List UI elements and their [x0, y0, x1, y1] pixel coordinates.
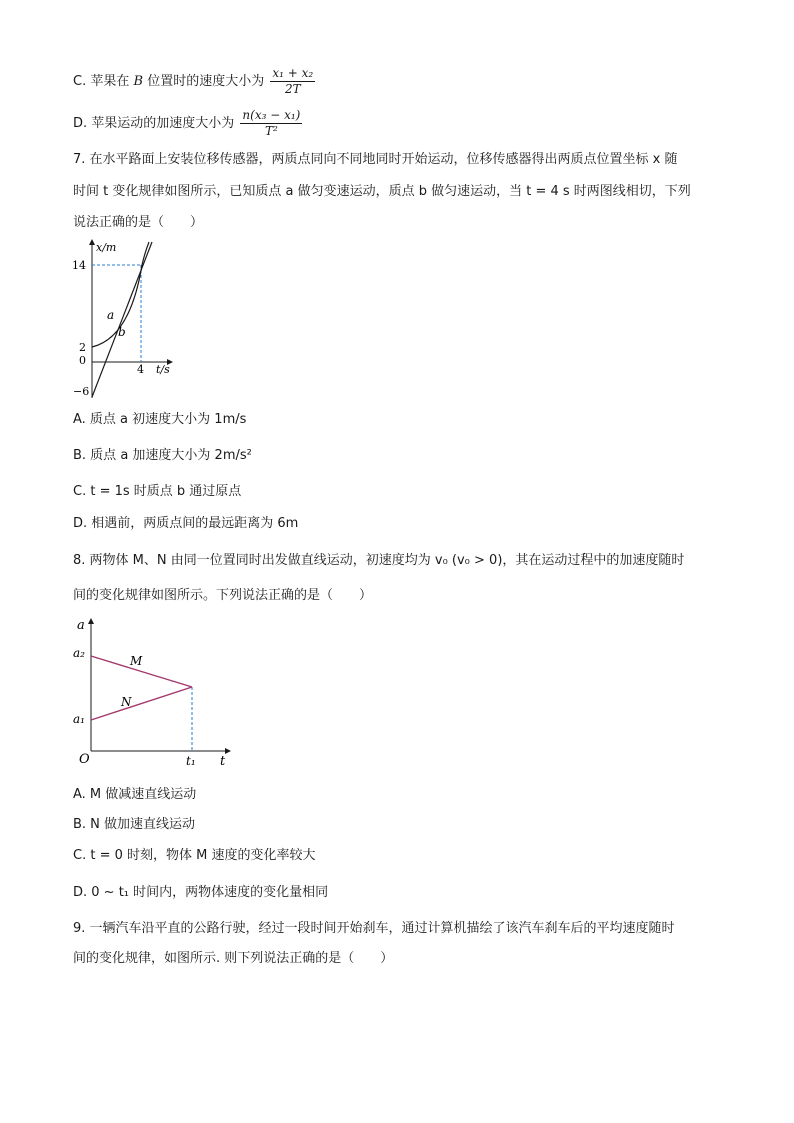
q9-stem-line-2: 间的变化规律，如图所示. 则下列说法正确的是（ ）: [73, 951, 394, 966]
q9-stem-line-1: 9. 一辆汽车沿平直的公路行驶，经过一段时间开始刹车，通过计算机描绘了该汽车刹车后的平均速度随时: [73, 921, 675, 936]
q7-tick-4: 4: [137, 363, 144, 376]
fraction-denominator: 2T: [284, 82, 301, 96]
q8-tick-a1: a₁: [73, 712, 85, 726]
q8-at-graph: [70, 615, 240, 770]
q7-xt-graph: [70, 238, 180, 403]
q7-tick-2: 2: [79, 341, 86, 354]
q7-tick-neg6: −6: [73, 385, 90, 398]
option-6c-text-1: C. 苹果在: [73, 74, 130, 89]
q8-option-a: A. M 做减速直线运动: [73, 787, 197, 802]
q7-option-d: D. 相遇前，两质点间的最远距离为 6m: [73, 516, 299, 531]
q7-stem-line-2: 时间 t 变化规律如图所示，已知质点 a 做匀变速运动，质点 b 做匀速运动，当 t = 4 s 时两图线相切，下列: [73, 184, 691, 199]
q8-option-b: B. N 做加速直线运动: [73, 817, 196, 832]
q8-option-c: C. t = 0 时刻，物体 M 速度的变化率较大: [73, 848, 316, 863]
q7-label-a: a: [107, 308, 115, 322]
q8-line-n: [91, 687, 192, 720]
q8-stem-line-1: 8. 两物体 M、N 由同一位置同时出发做直线运动，初速度均为 v₀ (v₀ > 0)，其在运动过程中的加速度随时: [73, 553, 685, 568]
q8-option-d: D. 0 ~ t₁ 时间内，两物体速度的变化量相同: [73, 885, 329, 900]
q8-tick-a2: a₂: [73, 646, 85, 660]
q7-x-label: t/s: [156, 363, 170, 376]
q7-option-b: B. 质点 a 加速度大小为 2m/s²: [73, 448, 252, 463]
option-6c-point: B: [133, 74, 144, 89]
q7-option-c: C. t = 1s 时质点 b 通过原点: [73, 484, 242, 499]
q8-x-label: t: [220, 754, 226, 769]
q7-label-b: b: [118, 325, 126, 339]
option-6c-text-2: 位置时的速度大小为: [147, 74, 265, 89]
fraction-numerator: n(x₃ − x₁): [242, 108, 301, 122]
q8-y-label: a: [77, 618, 85, 633]
q8-label-m: M: [130, 654, 143, 668]
q7-stem-line-1: 7. 在水平路面上安装位移传感器，两质点同向不同地同时开始运动，位移传感器得出两质点位置坐标 x 随: [73, 152, 678, 167]
q8-tick-t1: t₁: [186, 754, 196, 768]
q8-label-n: N: [121, 695, 132, 709]
fraction-numerator: x₁ + x₂: [272, 66, 314, 80]
q7-y-label: x/m: [96, 241, 117, 254]
option-6c: [73, 66, 317, 97]
q7-stem-line-3: 说法正确的是（ ）: [73, 215, 204, 230]
fraction-denominator: T²: [264, 124, 278, 138]
q7-tick-14: 14: [72, 259, 86, 272]
q7-tick-0: 0: [79, 354, 86, 367]
q8-origin: O: [79, 752, 90, 767]
option-6d: [73, 108, 304, 139]
q8-stem-line-2: 间的变化规律如图所示。下列说法正确的是（ ）: [73, 588, 373, 603]
option-6d-fraction: [240, 108, 302, 139]
option-6c-fraction: [270, 66, 315, 97]
q7-option-a: A. 质点 a 初速度大小为 1m/s: [73, 412, 247, 427]
option-6d-text: D. 苹果运动的加速度大小为: [73, 116, 235, 131]
